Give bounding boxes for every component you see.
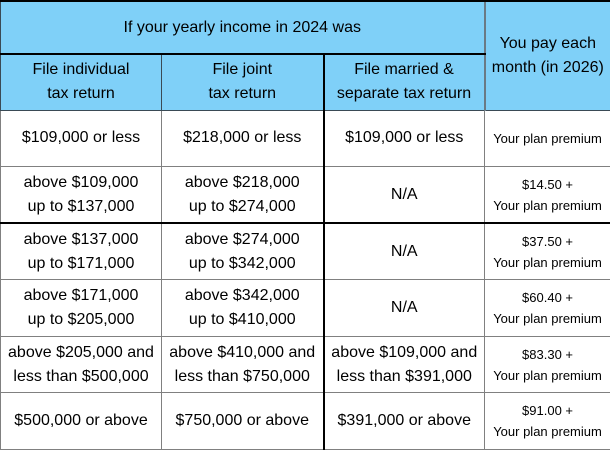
joint-cell [162, 223, 324, 280]
cell-text: up to $171,000 [27, 254, 135, 272]
table-row [1, 167, 610, 224]
cell-text: up to $137,000 [27, 197, 135, 215]
cell-text: above $205,000 and [8, 343, 154, 361]
payment-cell [485, 280, 610, 337]
cell-text: less than $500,000 [13, 367, 149, 385]
cell-text: above $171,000 [23, 287, 139, 305]
monthly-payment-header-line1: You pay each [499, 34, 596, 52]
cell-text: $83.30 + [522, 346, 574, 362]
cell-text: N/A [390, 185, 418, 203]
payment-cell [485, 336, 610, 393]
column-header-joint-line2: tax return [208, 85, 277, 103]
cell-text: above $342,000 [184, 287, 300, 305]
joint-cell [162, 280, 324, 337]
table-row [1, 110, 610, 167]
cell-text: $109,000 or less [21, 129, 141, 147]
cell-text: above $137,000 [23, 230, 139, 248]
cell-text: $60.40 + [522, 290, 574, 306]
column-header-joint [162, 54, 324, 110]
married-separate-cell [324, 110, 485, 167]
married-separate-cell [324, 223, 485, 280]
cell-text: $218,000 or less [183, 129, 302, 147]
monthly-payment-header-line2: month (in 2026) [491, 58, 604, 76]
cell-text: up to $410,000 [188, 311, 296, 329]
married-separate-cell [324, 280, 485, 337]
cell-text: above $274,000 [184, 230, 300, 248]
joint-cell [162, 110, 324, 167]
column-header-individual [1, 54, 162, 110]
monthly-payment-header [485, 1, 610, 110]
cell-text: up to $205,000 [27, 311, 135, 329]
cell-text: $750,000 or above [175, 412, 309, 430]
cell-text: Your plan premium [493, 367, 602, 383]
cell-text: up to $274,000 [188, 197, 296, 215]
column-header-individual-line2: tax return [47, 85, 115, 103]
cell-text: Your plan premium [493, 130, 602, 146]
cell-text: above $109,000 and [331, 343, 478, 361]
table-row [1, 280, 610, 337]
cell-text: $109,000 or less [345, 129, 464, 147]
individual-cell [1, 223, 162, 280]
cell-text: Your plan premium [493, 424, 602, 440]
individual-cell [1, 110, 162, 167]
column-header-married-separate-line1: File married & [354, 61, 454, 79]
married-separate-cell [324, 393, 485, 450]
payment-cell [485, 167, 610, 224]
cell-text: Your plan premium [493, 197, 602, 213]
column-header-married-separate [324, 54, 485, 110]
cell-text: up to $342,000 [188, 254, 296, 272]
column-header-joint-line1: File joint [212, 61, 273, 79]
cell-text: N/A [390, 299, 418, 317]
column-header-married-separate-line2: separate tax return [336, 85, 472, 103]
table-row [1, 393, 610, 450]
joint-cell [162, 336, 324, 393]
cell-text: Your plan premium [493, 254, 602, 270]
cell-text: $37.50 + [522, 233, 574, 249]
individual-cell [1, 280, 162, 337]
table-row [1, 223, 610, 280]
individual-cell [1, 393, 162, 450]
cell-text: $91.00 + [522, 403, 574, 419]
income-group-header: If your yearly income in 2024 was [1, 1, 485, 54]
individual-cell [1, 336, 162, 393]
cell-text: above $410,000 and [169, 343, 316, 361]
payment-cell [485, 223, 610, 280]
cell-text: above $218,000 [184, 173, 300, 191]
cell-text: less than $391,000 [336, 367, 472, 385]
cell-text: less than $750,000 [174, 367, 310, 385]
cell-text: $500,000 or above [14, 412, 148, 430]
cell-text: $391,000 or above [337, 412, 471, 430]
joint-cell [162, 393, 324, 450]
column-header-individual-line1: File individual [32, 61, 130, 79]
cell-text: $14.50 + [522, 176, 574, 192]
payment-cell [485, 110, 610, 167]
payment-cell [485, 393, 610, 450]
cell-text: Your plan premium [493, 311, 602, 327]
cell-text: N/A [390, 242, 418, 260]
individual-cell [1, 167, 162, 224]
married-separate-cell [324, 167, 485, 224]
cell-text: above $109,000 [23, 173, 139, 191]
joint-cell [162, 167, 324, 224]
table-row [1, 336, 610, 393]
married-separate-cell [324, 336, 485, 393]
